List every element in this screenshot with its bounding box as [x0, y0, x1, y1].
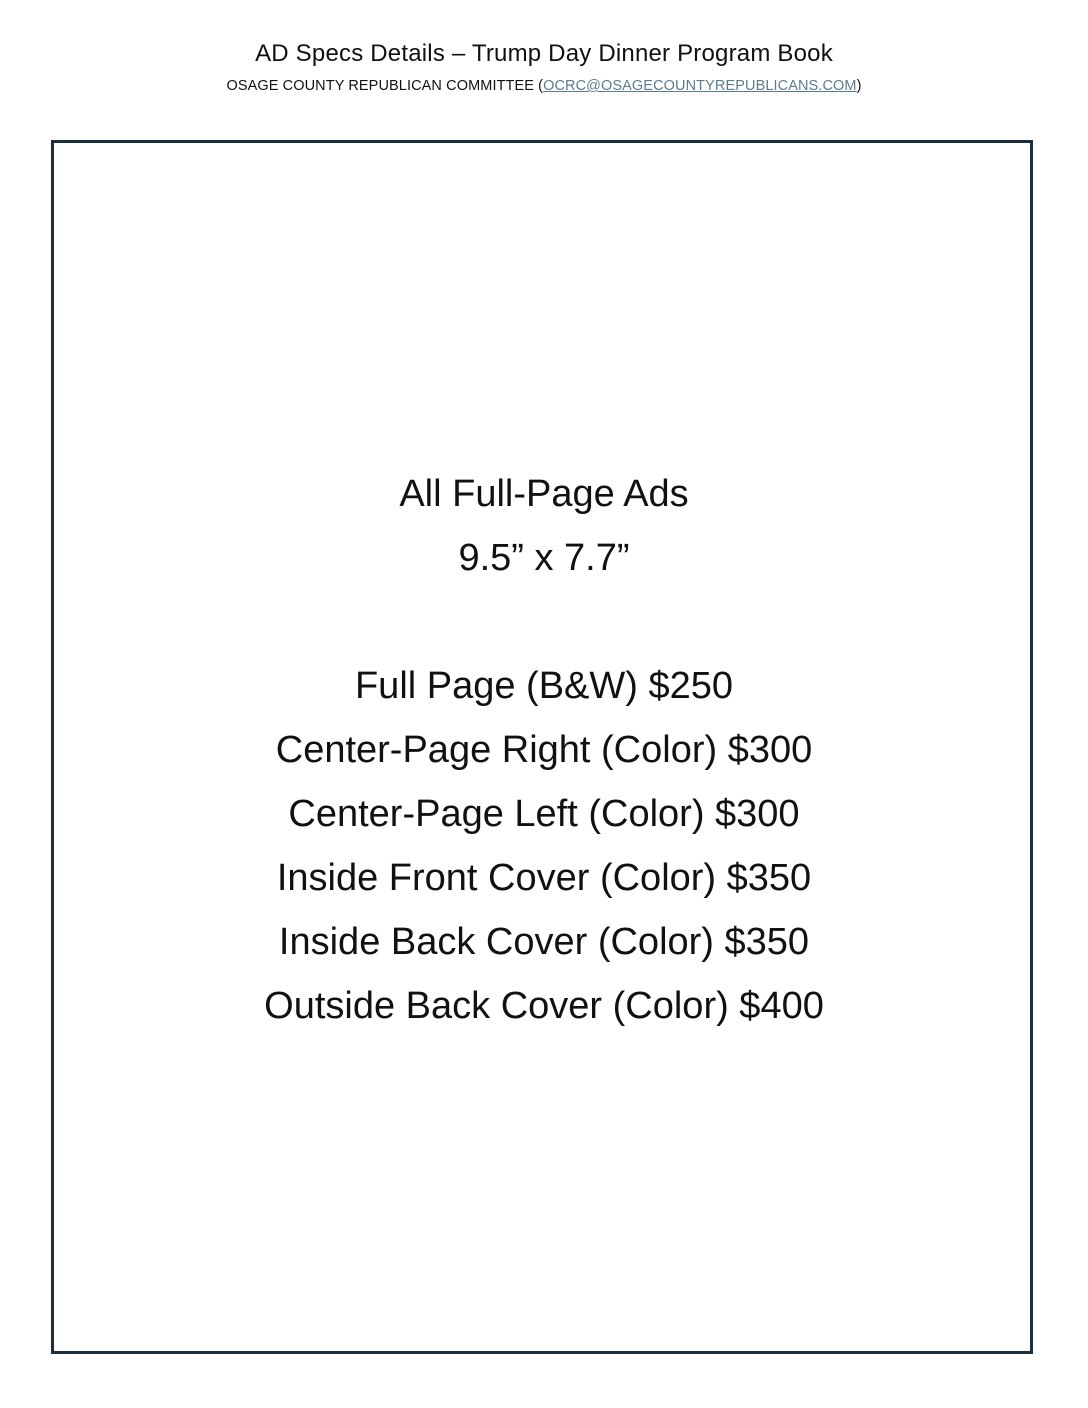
document-title: AD Specs Details – Trump Day Dinner Program Book	[255, 40, 833, 67]
price-line-inside-front: Inside Front Cover (Color) $350	[276, 857, 812, 899]
ad-spec-content	[0, 462, 1088, 1038]
paren-open: (	[534, 78, 544, 94]
price-line-center-left: Center-Page Left (Color) $300	[288, 793, 800, 835]
spacer	[0, 590, 1088, 654]
ad-heading: All Full-Page Ads	[399, 473, 689, 515]
organization-name: OSAGE COUNTY REPUBLICAN COMMITTEE	[226, 78, 535, 94]
email-link[interactable]: OCRC@OSAGECOUNTYREPUBLICANS.COM	[543, 78, 857, 94]
price-line-inside-back: Inside Back Cover (Color) $350	[278, 921, 810, 963]
organization-line	[0, 76, 1088, 96]
price-line-full-page: Full Page (B&W) $250	[354, 665, 734, 707]
price-line-outside-back: Outside Back Cover (Color) $400	[264, 985, 824, 1027]
page-header	[0, 38, 1088, 96]
price-line-center-right: Center-Page Right (Color) $300	[275, 729, 813, 771]
paren-close: )	[856, 78, 862, 94]
ad-dimensions: 9.5” x 7.7”	[458, 537, 630, 579]
